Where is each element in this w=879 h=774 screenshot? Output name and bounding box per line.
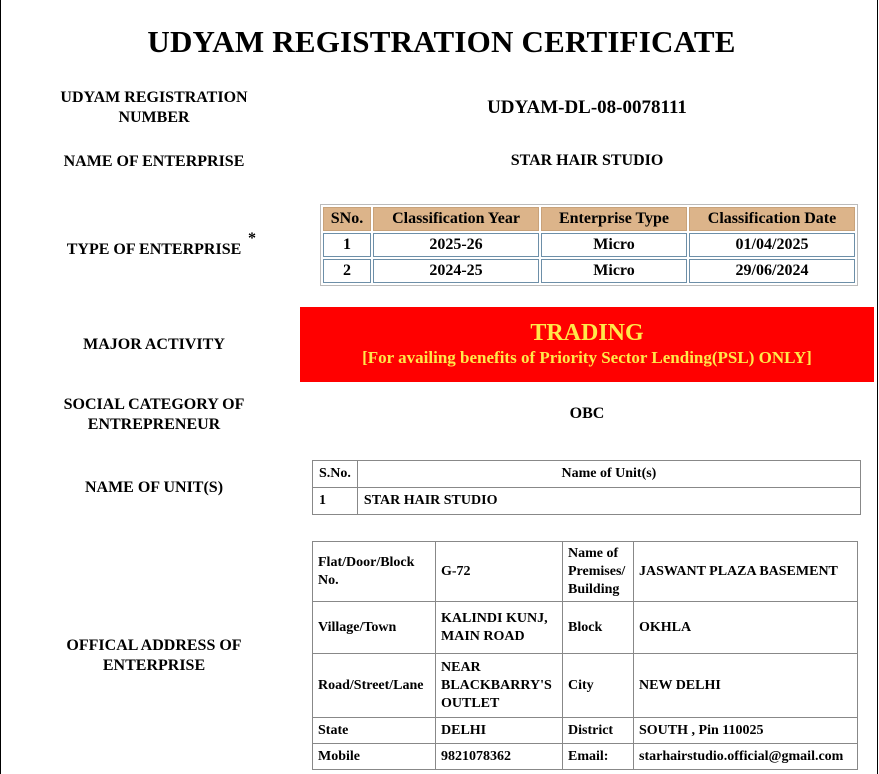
table-row xyxy=(313,542,858,602)
address-road-label: Road/Street/Lane xyxy=(313,654,436,718)
address-mobile-label: Mobile xyxy=(313,744,436,770)
units-table xyxy=(312,460,861,515)
units-header-row xyxy=(313,461,861,488)
classification-header-type: Enterprise Type xyxy=(541,207,687,231)
address-premises-value: JASWANT PLAZA BASEMENT xyxy=(634,542,858,602)
address-district-label: District xyxy=(563,718,634,744)
classification-cell: 29/06/2024 xyxy=(689,259,855,283)
enterprise-type-asterisk: * xyxy=(248,230,256,247)
classification-header-year: Classification Year xyxy=(373,207,539,231)
classification-header-sno: SNo. xyxy=(323,207,371,231)
major-activity-value: TRADING xyxy=(530,320,644,346)
address-block-value: OKHLA xyxy=(634,602,858,654)
classification-header-row xyxy=(323,207,855,231)
table-row xyxy=(323,233,855,257)
address-email-value: starhairstudio.official@gmail.com xyxy=(634,744,858,770)
table-row xyxy=(313,602,858,654)
address-road-value: NEAR BLACKBARRY'S OUTLET xyxy=(436,654,563,718)
address-block-label: Block xyxy=(563,602,634,654)
classification-cell: 01/04/2025 xyxy=(689,233,855,257)
units-header-sno: S.No. xyxy=(313,461,358,488)
address-city-value: NEW DELHI xyxy=(634,654,858,718)
address-flat-value: G-72 xyxy=(436,542,563,602)
classification-cell: 2 xyxy=(323,259,371,283)
major-activity-label: MAJOR ACTIVITY xyxy=(83,336,225,353)
address-district-value: SOUTH , Pin 110025 xyxy=(634,718,858,744)
address-mobile-value: 9821078362 xyxy=(436,744,563,770)
page-border-right xyxy=(877,0,878,774)
enterprise-name-value: STAR HAIR STUDIO xyxy=(510,152,664,169)
address-state-label: State xyxy=(313,718,436,744)
address-label: OFFICAL ADDRESS OF ENTERPRISE xyxy=(66,637,242,674)
classification-cell: Micro xyxy=(541,233,687,257)
certificate-title: UDYAM REGISTRATION CERTIFICATE xyxy=(147,24,736,59)
table-row xyxy=(323,259,855,283)
registration-number-value: UDYAM-DL-08-0078111 xyxy=(487,97,687,118)
registration-number-label: UDYAM REGISTRATION NUMBER xyxy=(60,89,248,126)
units-label: NAME OF UNIT(S) xyxy=(84,479,224,496)
classification-cell: 1 xyxy=(323,233,371,257)
enterprise-name-label: NAME OF ENTERPRISE xyxy=(63,153,245,170)
address-city-label: City xyxy=(563,654,634,718)
address-table xyxy=(312,541,858,770)
table-row xyxy=(313,654,858,718)
classification-cell: 2024-25 xyxy=(373,259,539,283)
classification-table xyxy=(320,204,858,286)
address-flat-label: Flat/Door/Block No. xyxy=(313,542,436,602)
units-cell-sno: 1 xyxy=(313,488,358,515)
address-premises-label: Name of Premises/ Building xyxy=(563,542,634,602)
major-activity-note: [For availing benefits of Priority Sector Lending(PSL) ONLY] xyxy=(362,348,812,367)
table-row xyxy=(313,744,858,770)
units-header-name: Name of Unit(s) xyxy=(357,461,860,488)
classification-cell: 2025-26 xyxy=(373,233,539,257)
social-category-label: SOCIAL CATEGORY OF ENTREPRENEUR xyxy=(63,396,245,433)
address-village-label: Village/Town xyxy=(313,602,436,654)
major-activity-banner xyxy=(300,307,874,382)
units-cell-name: STAR HAIR STUDIO xyxy=(357,488,860,515)
address-village-value: KALINDI KUNJ, MAIN ROAD xyxy=(436,602,563,654)
table-row xyxy=(313,718,858,744)
table-row xyxy=(313,488,861,515)
classification-header-date: Classification Date xyxy=(689,207,855,231)
address-state-value: DELHI xyxy=(436,718,563,744)
social-category-value: OBC xyxy=(569,405,605,422)
address-email-label: Email: xyxy=(563,744,634,770)
page-border-left xyxy=(0,0,1,774)
classification-cell: Micro xyxy=(541,259,687,283)
enterprise-type-label: TYPE OF ENTERPRISE xyxy=(66,241,242,258)
